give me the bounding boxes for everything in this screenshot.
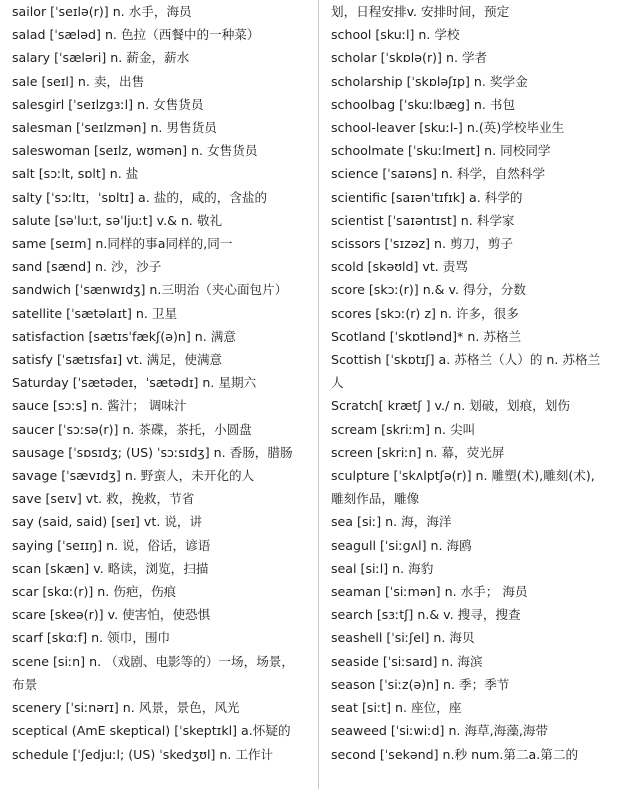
entry-search: search [sɜːtʃ] n.& v. 搜寻，搜查 [331,607,521,623]
entry-salesgirl: salesgirl [ˈseɪlzgɜːl] n. 女售货员 [12,96,204,112]
entry-sceptical: sceptical (AmE skeptical) [ˈskeptɪkl] a.怀疑的 [12,723,291,739]
column-divider [318,0,319,789]
entry-science: science [ˈsaɪəns] n. 科学，自然科学 [331,166,546,182]
entry-saleswoman: saleswoman [seɪlz, wʊmən] n. 女售货员 [12,143,258,159]
entry-scene: scene [siːn] n. （戏剧、电影等的）一场，场景， [12,653,294,669]
entry-salad: salad [ˈsæləd] n. 色拉（西餐中的一种菜） [12,27,260,43]
entry-second: second [ˈsekənd] n.秒 num.第二a.第二的 [331,746,579,762]
entry-salty: salty [ˈsɔːltɪ，ˈsɒltɪ] a. 盐的，咸的，含盐的 [12,189,268,205]
entry-schedule-continued: 划，日程安排v. 安排时间，预定 [331,4,510,19]
entry-scottish: Scottish [ˈskɒtɪʃ] a. 苏格兰（人）的 n. 苏格兰 [331,352,601,368]
entry-scratch: Scratch[ krætʃ ] v./ n. 划破，划痕，划伤 [331,398,570,414]
entry-scottish-continued: 人 [331,375,344,391]
entry-scarf: scarf [skɑːf] n. 领巾，围巾 [12,630,171,646]
entry-scream: scream [skriːm] n. 尖叫 [331,421,476,437]
entry-say: say (said, said) [seɪ] vt. 说，讲 [12,514,203,530]
entry-screen: screen [skriːn] n. 幕，荧光屏 [331,444,505,460]
entry-scientist: scientist [ˈsaɪəntɪst] n. 科学家 [331,212,515,228]
entry-schoolmate: schoolmate [ˈskuːlmeɪt] n. 同校同学 [331,143,551,159]
entry-scold: scold [skəʊld] vt. 责骂 [331,259,468,275]
entry-sailor: sailor [ˈseɪlə(r)] n. 水手，海员 [12,4,192,19]
entry-sandwich: sandwich [ˈsænwɪdʒ] n.三明治（夹心面包片） [12,282,288,298]
entry-satisfy: satisfy [ˈsætɪsfaɪ] vt. 满足，使满意 [12,352,223,368]
entry-sausage: sausage [ˈsɒsɪdʒ; (US) ˈsɔːsɪdʒ] n. 香肠，腊肠 [12,444,293,460]
entry-seaman: seaman [ˈsiːmən] n. 水手； 海员 [331,584,528,600]
entry-sculpture-continued: 雕刻作品，雕像 [331,491,420,507]
entry-scenery: scenery [ˈsiːnərɪ] n. 风景，景色，风光 [12,700,240,716]
entry-sale: sale [seɪl] n. 卖，出售 [12,73,145,89]
entry-scotland: Scotland [ˈskɒtlənd]* n. 苏格兰 [331,328,522,344]
left-column [12,0,314,766]
entry-salary: salary [ˈsæləri] n. 薪金，薪水 [12,50,190,66]
entry-sand: sand [sænd] n. 沙，沙子 [12,259,162,275]
entry-seashell: seashell [ˈsiːʃel] n. 海贝 [331,630,475,646]
entry-scissors: scissors [ˈsɪzəz] n. 剪刀，剪子 [331,236,514,252]
entry-schedule: schedule [ˈʃedjuːl; (US) ˈskedʒʊl] n. 工作计 [12,746,274,762]
entry-saucer: saucer [ˈsɔːsə(r)] n. 茶碟，茶托，小圆盘 [12,421,252,437]
entry-scan: scan [skæn] v. 略读，浏览，扫描 [12,560,209,576]
entry-scare: scare [skeə(r)] v. 使害怕，使恐惧 [12,607,211,623]
entry-salesman: salesman [ˈseɪlzmən] n. 男售货员 [12,120,217,136]
entry-same: same [seɪm] n.同样的事a同样的,同一 [12,236,233,252]
entry-satellite: satellite [ˈsætəlaɪt] n. 卫星 [12,305,178,321]
entry-scholar: scholar [ˈskɒlə(r)] n. 学者 [331,50,488,66]
entry-scientific: scientific [saɪənˈtɪfɪk] a. 科学的 [331,189,523,205]
entry-school-leaver: school-leaver [skuːl-] n.(英)学校毕业生 [331,120,565,136]
entry-score: score [skɔː(r)] n.& v. 得分，分数 [331,282,526,298]
entry-schoolbag: schoolbag [ˈskuːlbæg] n. 书包 [331,96,516,112]
entry-saying: saying [ˈseɪɪŋ] n. 说，俗话，谚语 [12,537,211,553]
entry-savage: savage [ˈsævɪdʒ] n. 野蛮人，未开化的人 [12,468,255,484]
entry-salt: salt [sɔːlt, sɒlt] n. 盐 [12,166,139,182]
entry-scene-continued: 布景 [12,676,38,692]
entry-sauce: sauce [sɔːs] n. 酱汁； 调味汁 [12,398,187,414]
entry-seat: seat [siːt] n. 座位，座 [331,700,462,716]
entry-seaside: seaside [ˈsiːsaɪd] n. 海滨 [331,653,483,669]
entry-sculpture: sculpture [ˈskʌlptʃə(r)] n. 雕塑(术),雕刻(术), [331,468,595,484]
entry-seagull: seagull [ˈsiːgʌl] n. 海鸥 [331,537,472,553]
entry-seaweed: seaweed [ˈsiːwiːd] n. 海草,海藻,海带 [331,723,549,739]
entry-save: save [seɪv] vt. 救，挽救，节省 [12,491,195,507]
right-column [331,0,633,766]
entry-seal: seal [siːl] n. 海豹 [331,560,434,576]
entry-scholarship: scholarship [ˈskɒləʃɪp] n. 奖学金 [331,73,528,89]
entry-satisfaction: satisfaction [sætɪsˈfækʃ(ə)n] n. 满意 [12,328,236,344]
entry-salute: salute [səˈluːt, səˈljuːt] v.& n. 敬礼 [12,212,223,228]
entry-scar: scar [skɑː(r)] n. 伤疤，伤痕 [12,584,177,600]
entry-sea: sea [siː] n. 海，海洋 [331,514,452,530]
entry-saturday: Saturday [ˈsætədeɪ，ˈsætədɪ] n. 星期六 [12,375,257,391]
entry-scores: scores [skɔː(r) z] n. 许多，很多 [331,305,519,321]
entry-school: school [skuːl] n. 学校 [331,27,460,43]
entry-season: season [ˈsiːz(ə)n] n. 季；季节 [331,676,510,692]
